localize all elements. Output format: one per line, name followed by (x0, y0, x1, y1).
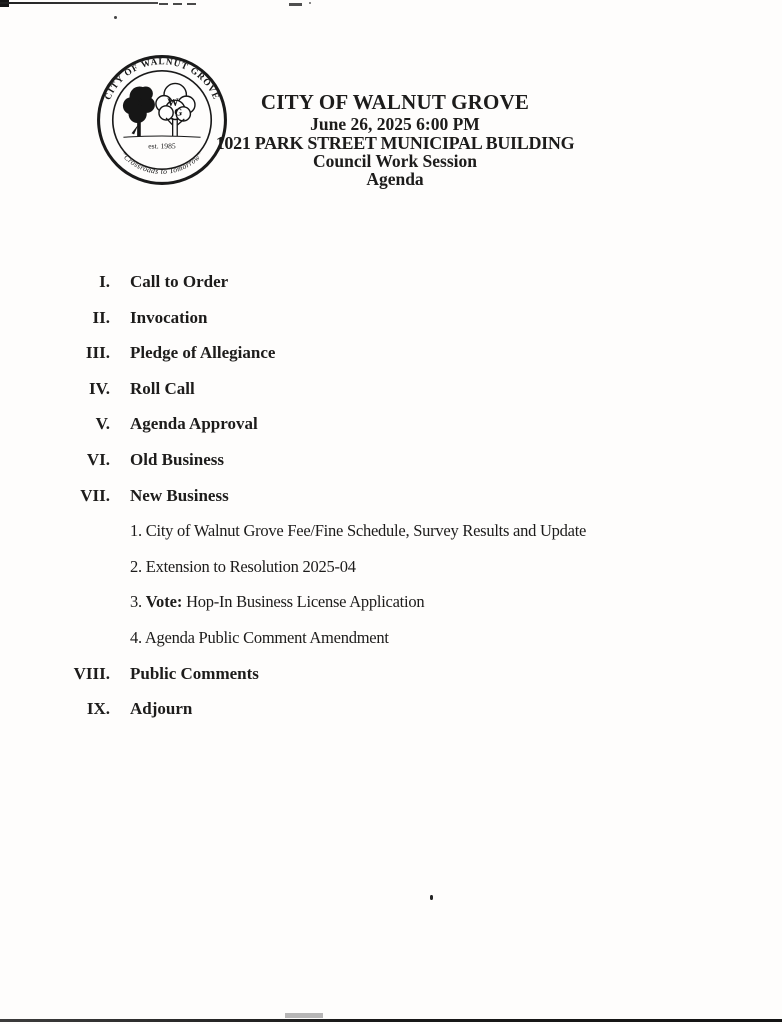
agenda-item-numeral: IX. (86, 699, 110, 719)
sub-item-text: 1. City of Walnut Grove Fee/Fine Schedule, Survey Results and Update (130, 521, 587, 541)
agenda-item-label: Invocation (130, 307, 208, 327)
agenda-item-agenda-approval (72, 413, 712, 449)
seal-arc-top-text: CITY OF WALNUT GROVE (102, 56, 222, 102)
scan-artifact-top-line (0, 2, 158, 4)
agenda-item-label: Old Business (130, 449, 225, 469)
seal-established-text: est. 1985 (148, 141, 176, 151)
agenda-item-roll-call (72, 378, 712, 414)
new-business-sub-item-3 (72, 591, 712, 627)
agenda-item-numeral: I. (99, 272, 110, 291)
agenda-item-label: Pledge of Allegiance (130, 343, 276, 363)
meeting-datetime: June 26, 2025 6:00 PM (310, 114, 480, 134)
seal-ground-line (123, 136, 200, 137)
seal-monogram-w: W (167, 95, 179, 109)
agenda-item-public-comments (72, 663, 712, 699)
meeting-address: 1021 PARK STREET MUNICIPAL BUILDING (215, 133, 575, 153)
sub-item-text: 3. Vote: Hop-In Business License Application (130, 592, 425, 612)
meeting-session: Council Work Session (312, 151, 478, 171)
agenda-item-invocation (72, 307, 712, 343)
scan-artifact-bottom-line (0, 1019, 782, 1022)
scan-artifact-dot (114, 16, 117, 19)
new-business-sub-item-1 (72, 520, 712, 556)
agenda-item-label: Public Comments (130, 663, 259, 683)
agenda-item-numeral: V. (95, 414, 110, 434)
agenda-item-label: Call to Order (130, 272, 229, 291)
agenda-item-numeral: VI. (86, 449, 110, 469)
seal-arc-bottom-text: “Crossroads to Tomorrow” (118, 149, 206, 176)
sub-item-text: 2. Extension to Resolution 2025-04 (130, 556, 356, 576)
agenda-item-label: Adjourn (130, 699, 193, 719)
agenda-item-numeral: IV. (89, 378, 110, 398)
agenda-item-old-business (72, 449, 712, 485)
document-header (190, 91, 600, 188)
scan-artifact-top-speck (309, 2, 311, 4)
sub-item-text: 4. Agenda Public Comment Amendment (130, 627, 389, 647)
seal-dark-tree-icon (123, 87, 155, 137)
agenda-item-numeral: III. (85, 343, 110, 363)
agenda-item-numeral: VIII. (73, 663, 110, 683)
seal-light-tree-trunk (166, 118, 184, 136)
new-business-sub-item-2 (72, 556, 712, 592)
agenda-item-label: Roll Call (130, 378, 195, 398)
agenda-item-label: Agenda Approval (130, 414, 258, 434)
agenda-item-pledge-of-allegiance (72, 342, 712, 378)
agenda-item-numeral: VII. (80, 485, 110, 505)
scan-artifact-top-dash (289, 3, 302, 6)
agenda-item-numeral: II. (92, 307, 110, 327)
agenda-item-label: New Business (130, 485, 229, 505)
seal-monogram-g: G (174, 107, 183, 119)
document-type: Agenda (366, 169, 424, 189)
scan-artifact-mid-dot (430, 895, 433, 900)
agenda-item-new-business (72, 485, 712, 521)
agenda-list (72, 271, 712, 734)
agenda-item-adjourn (72, 698, 712, 734)
scan-artifact-top-dashes (159, 3, 201, 5)
page-title: CITY OF WALNUT GROVE (260, 90, 530, 114)
new-business-sub-item-4 (72, 627, 712, 663)
agenda-item-call-to-order (72, 271, 712, 307)
scan-artifact-bottom-smudge (285, 1013, 323, 1018)
